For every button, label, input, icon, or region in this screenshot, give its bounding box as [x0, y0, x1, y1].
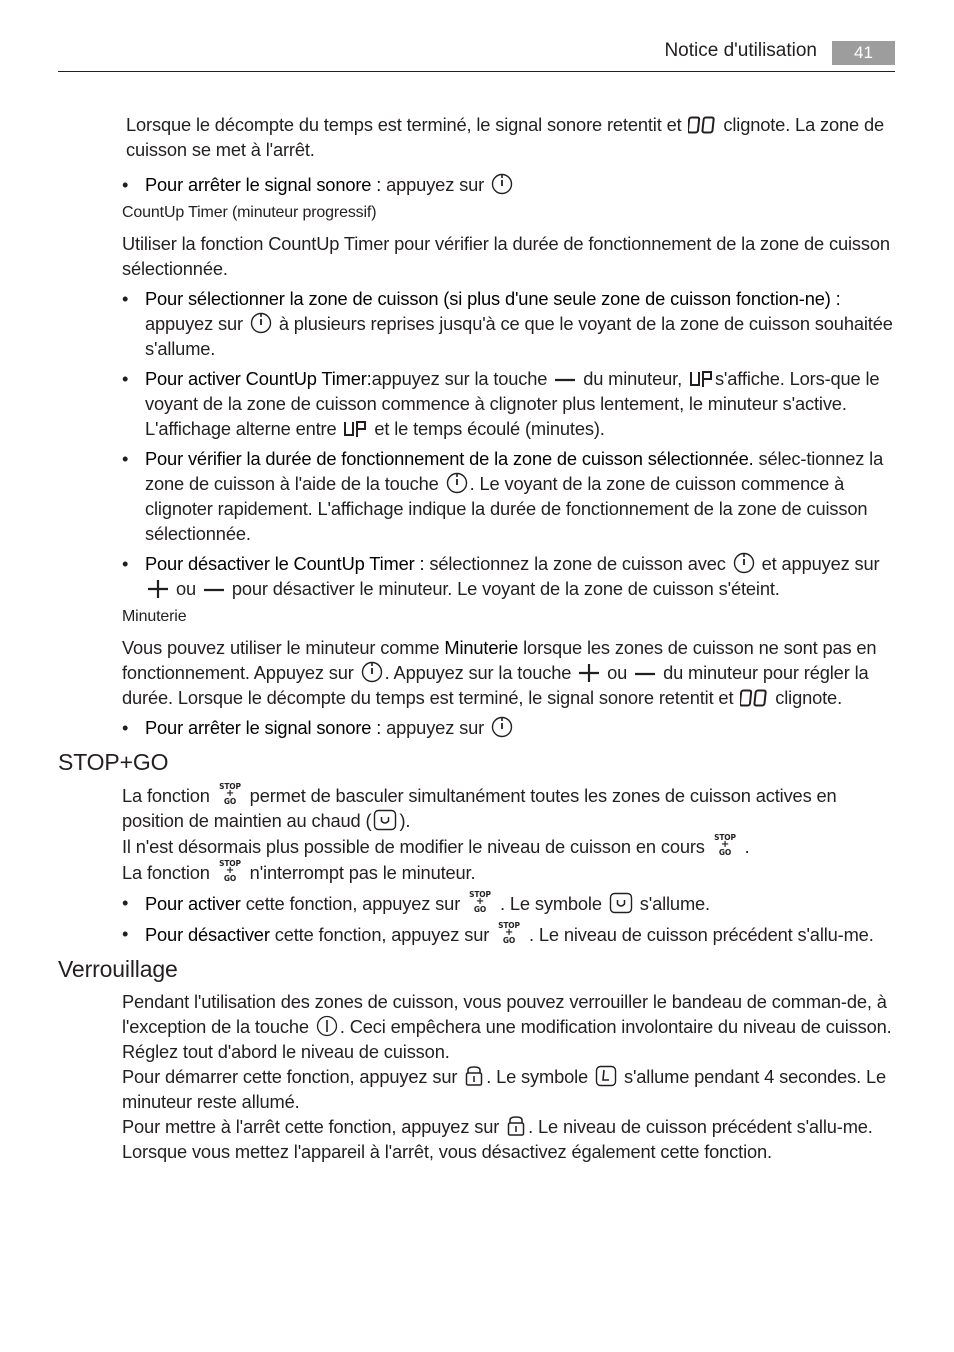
minus-icon — [203, 581, 225, 599]
bullet-text: ou — [175, 578, 196, 599]
stop-go-icon-top: STOP — [713, 833, 736, 842]
timer-icon — [491, 716, 513, 738]
timer-icon — [491, 173, 513, 195]
bullet-label: Pour arrêter le signal sonore : — [145, 174, 382, 195]
list-item — [122, 172, 894, 197]
stop-go-icon-bottom: GO — [223, 797, 236, 806]
list-item — [122, 890, 894, 916]
countup-paragraph: Utiliser la fonction CountUp Timer pour vérifier la durée de fonctionnement de la zone de cuisson sélectionnée. — [122, 233, 890, 279]
keep-warm-icon — [373, 809, 397, 831]
lock-key-icon — [464, 1065, 484, 1087]
stop-go-icon — [712, 833, 738, 857]
stop-go-icon-bottom: GO — [718, 848, 731, 857]
keep-warm-icon — [609, 892, 633, 914]
stop-go-icon-top: STOP — [218, 782, 241, 791]
para-bold: Minuterie — [444, 637, 519, 658]
para-text: Pour mettre à l'arrêt cette fonction, appuyez sur — [122, 1116, 500, 1137]
bullet-text: appuyez sur — [386, 174, 485, 195]
para-text: La fonction — [122, 785, 210, 806]
para-text: ou — [607, 662, 628, 683]
bullet-label: Pour activer CountUp Timer: — [145, 368, 372, 389]
bullet-text: appuyez sur — [386, 717, 485, 738]
stop-signal-list-1 — [122, 172, 894, 197]
bullet-text: cette fonction, appuyez sur — [245, 893, 461, 914]
timer-icon — [733, 552, 755, 574]
para-text: lorsque les zones de cuisson ne sont pas en fonctionnement. Appuyez sur — [122, 637, 877, 683]
countup-subheading: CountUp Timer (minuteur progressif) — [122, 204, 377, 221]
para-text: Vous pouvez utiliser le minuteur comme — [122, 637, 440, 658]
stop-go-icon-top: STOP — [218, 859, 241, 868]
bullet-text: . Le symbole — [500, 893, 602, 914]
stop-go-icon-bottom: GO — [223, 874, 236, 883]
stop-go-icon-top: STOP — [469, 890, 491, 899]
stopgo-list — [122, 890, 894, 947]
list-item — [122, 286, 894, 361]
para-text: permet de basculer simultanément toutes les zones de cuisson actives en position de maintien au chaud ( — [122, 785, 837, 831]
plus-icon — [147, 579, 169, 599]
stop-go-icon-mid: + — [225, 865, 234, 876]
para-text: n'interrompt pas le minuteur. — [249, 862, 476, 883]
bullet-text: du minuteur, — [583, 368, 682, 389]
bullet-text: à plusieurs reprises jusqu'à ce que le voyant de la zone de cuisson souhaitée s'allume. — [145, 313, 893, 359]
timer-icon — [250, 312, 272, 334]
bullet-text: sélec-tionnez la zone de cuisson à l'aide de la touche — [145, 448, 884, 494]
stop-signal-list-2 — [122, 715, 894, 740]
stop-go-icon-bottom: GO — [502, 936, 516, 945]
stop-go-icon-mid: + — [720, 839, 729, 850]
bullet-label: Pour vérifier la durée de fonctionnement de la zone de cuisson sélectionnée. — [145, 448, 754, 469]
bullet-text: et appuyez sur — [761, 553, 880, 574]
minus-icon — [634, 665, 656, 683]
stopgo-heading: STOP+GO — [58, 749, 169, 775]
stop-go-icon — [217, 782, 243, 806]
para-text: La fonction — [122, 862, 210, 883]
bullet-label: Pour activer — [145, 893, 241, 914]
bullet-label: Pour arrêter le signal sonore : — [145, 717, 382, 738]
para-text: . Le symbole — [486, 1066, 589, 1087]
bullet-label: Pour désactiver — [145, 924, 270, 945]
para-text: ). — [399, 810, 411, 831]
stop-go-icon — [467, 890, 493, 914]
plus-icon — [578, 663, 600, 683]
bullet-label: Pour sélectionner la zone de cuisson (si plus d'une seule zone de cuisson fonction-ne) : — [145, 288, 841, 309]
display-up-icon — [343, 420, 367, 438]
stop-go-icon — [496, 921, 522, 945]
stop-go-icon-top: STOP — [498, 921, 520, 930]
minuterie-paragraph — [122, 635, 894, 710]
stopgo-paragraph — [122, 782, 894, 885]
lock-p3 — [122, 1064, 894, 1114]
bullet-text: appuyez sur la touche — [371, 368, 548, 389]
lock-p1 — [122, 989, 894, 1039]
para-text: . Appuyez sur la touche — [384, 662, 572, 683]
lock-p4 — [122, 1114, 894, 1139]
lock-symbol-icon — [595, 1065, 617, 1087]
lock-p2: Réglez tout d'abord le niveau de cuisson. — [122, 1041, 450, 1062]
bullet-label: Pour désactiver le CountUp Timer : — [145, 553, 425, 574]
bullet-text: s'affiche. Lors-que le voyant de la zone de cuisson commence à clignoter plus lentement, le minuteur s'active. L'affichage alterne entre — [145, 368, 880, 439]
stop-go-icon-bottom: GO — [473, 905, 487, 914]
bullet-text: . Le niveau de cuisson précédent s'allu-me. — [529, 924, 874, 945]
countup-list — [122, 286, 894, 601]
bullet-text: pour désactiver le minuteur. Le voyant de la zone de cuisson s'éteint. — [231, 578, 780, 599]
page-header — [58, 38, 895, 72]
lock-key-icon — [506, 1115, 526, 1137]
intro-paragraph — [126, 112, 894, 162]
list-item — [122, 715, 894, 740]
para-text: . — [744, 836, 750, 857]
display-up-icon — [689, 370, 713, 388]
minuterie-subheading: Minuterie — [122, 608, 187, 625]
para-text: . Le niveau de cuisson précédent s'allu-me. — [528, 1116, 873, 1137]
stop-go-icon-mid: + — [504, 927, 514, 938]
bullet-text: . Le voyant de la zone de cuisson commence à clignoter rapidement. L'affichage indique la durée de fonctionnement de la zone de cuisson sélectionnée. — [145, 473, 868, 544]
list-item — [122, 366, 894, 441]
intro-text-end: clignote. La zone de cuisson se met à l'arrêt. — [126, 114, 885, 160]
stop-go-icon — [217, 859, 243, 883]
minus-icon — [554, 371, 576, 389]
lock-heading: Verrouillage — [58, 956, 178, 982]
bullet-text: cette fonction, appuyez sur — [274, 924, 490, 945]
stop-go-icon-mid: + — [475, 896, 485, 907]
list-item — [122, 551, 894, 601]
para-text: . Ceci empêchera une modification involontaire du niveau de cuisson. — [339, 1016, 892, 1037]
bullet-text: s'allume. — [639, 893, 710, 914]
bullet-text: et le temps écoulé (minutes). — [374, 418, 605, 439]
para-text: Pour démarrer cette fonction, appuyez sur — [122, 1066, 458, 1087]
bullet-text: sélectionnez la zone de cuisson avec — [429, 553, 726, 574]
stop-go-icon-mid: + — [225, 788, 234, 799]
display-00-icon — [740, 689, 768, 707]
timer-icon — [361, 661, 383, 683]
page-number: 41 — [832, 41, 895, 65]
para-text: Pendant l'utilisation des zones de cuisson, vous pouvez verrouiller le bandeau de comman-de, à l'exception de la touche — [122, 991, 887, 1037]
para-text: s'allume pendant 4 secondes. Le minuteur reste allumé. — [122, 1066, 887, 1112]
list-item — [122, 921, 894, 947]
display-00-icon — [688, 116, 716, 134]
header-title: Notice d'utilisation — [664, 40, 817, 61]
intro-text: Lorsque le décompte du temps est terminé, le signal sonore retentit et — [126, 114, 682, 135]
lock-paragraphs — [122, 989, 894, 1164]
para-text: Il n'est désormais plus possible de modifier le niveau de cuisson en cours — [122, 836, 705, 857]
lock-p5: Lorsque vous mettez l'appareil à l'arrêt, vous désactivez également cette fonction. — [122, 1141, 772, 1162]
timer-icon — [446, 472, 468, 494]
para-text: du minuteur pour régler la durée. Lorsque le décompte du temps est terminé, le signal sonore retentit et — [122, 662, 869, 708]
page-content — [58, 112, 894, 1164]
power-icon — [316, 1015, 338, 1037]
para-text: clignote. — [775, 687, 843, 708]
list-item — [122, 446, 894, 546]
bullet-text: appuyez sur — [145, 313, 243, 334]
